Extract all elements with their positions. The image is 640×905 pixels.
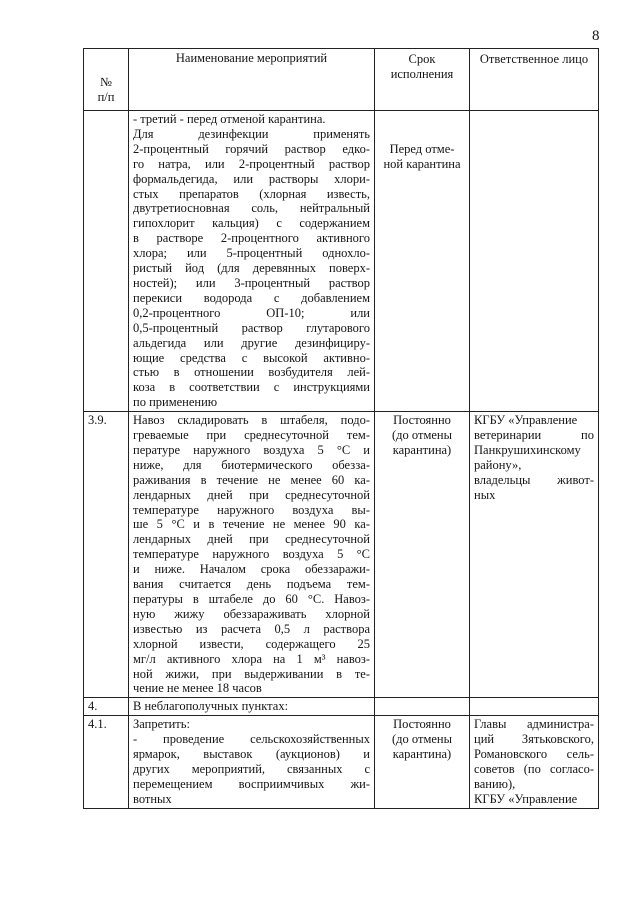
measure-line: мг/л активного хлора на 1 м³ навоз- — [133, 651, 370, 666]
table-row — [84, 111, 599, 412]
measure-line: хлора; или 5-процентный однохло- — [133, 246, 370, 261]
measure-line: формальдегида, или растворы хлори- — [133, 171, 370, 186]
row-term — [375, 698, 470, 716]
measure-line: известью из расчета 0,5 л раствора — [133, 621, 370, 636]
measure-line: хлорной извести, содержащего 25 — [133, 636, 370, 651]
measure-line: лендарных дней при среднесуточной — [133, 487, 370, 502]
measure-line: ше 5 °С и в течение не менее 90 ка- — [133, 517, 370, 532]
header-number-line: п/п — [97, 90, 115, 105]
term-line — [379, 127, 465, 142]
measure-line: В неблагополучных пунктах: — [133, 699, 289, 714]
measure-line: - третий - перед отменой карантина. — [133, 112, 326, 126]
row-responsible — [470, 412, 599, 698]
row-term — [375, 716, 470, 808]
measure-line: 0,5-процентный раствор глутарового — [133, 320, 370, 335]
measure-line: ностей); или 3-процентный раствор — [133, 275, 370, 290]
row-measure — [129, 716, 375, 808]
measures-table — [83, 48, 599, 809]
measure-line: стых препаратов (хлорная известь, — [133, 186, 370, 201]
row-term — [375, 412, 470, 698]
responsible-line: ций Зятьковского, — [474, 732, 594, 747]
header-term — [375, 49, 470, 111]
measure-line: температуре наружного воздуха 5 °С — [133, 547, 370, 562]
header-term-line: исполнения — [390, 66, 454, 81]
measure-line: Навоз складировать в штабеля, подо- — [133, 413, 370, 428]
responsible-line: Панкрушихинскому — [474, 442, 581, 457]
measure-line: чение не менее 18 часов — [133, 681, 262, 696]
term-line: карантина) — [392, 442, 452, 457]
responsible-line: владельцы живот- — [474, 472, 594, 487]
measure-line: 0,2-процентного ОП-10; или — [133, 305, 370, 320]
table-body — [84, 111, 599, 809]
header-name: Наименование мероприятий — [129, 49, 375, 111]
measure-line: ной жижи, при выдерживании в те- — [133, 666, 370, 681]
measure-line: температуре наружного воздуха вы- — [133, 502, 370, 517]
term-line: (до отмены — [392, 732, 452, 747]
term-line: Постоянно — [393, 717, 451, 732]
measure-line: раживания в течение не менее 60 ка- — [133, 472, 370, 487]
row-measure — [129, 698, 375, 716]
row-number: 4.1. — [84, 716, 129, 808]
measure-line: по применению — [133, 395, 218, 410]
measure-line: двутретиосновная соль, нейтральный — [133, 201, 370, 216]
measure-line: ниже, для биотермического обезза- — [133, 457, 370, 472]
measure-line: лендарных дней при среднесуточной — [133, 532, 370, 547]
responsible-line: району», — [474, 457, 522, 472]
measure-line: перемещением восприимчивых жи- — [133, 776, 370, 791]
measure-line: греваемые при среднесуточной тем- — [133, 428, 370, 443]
term-line: ной карантина — [383, 156, 461, 171]
responsible-line: КГБУ «Управление — [474, 413, 578, 428]
table-row — [84, 412, 599, 698]
row-responsible — [470, 111, 599, 412]
responsible-line: советов (по согласо- — [474, 761, 594, 776]
measure-line: альдегида или другие дезинфициру- — [133, 335, 370, 350]
term-line: (до отмены — [392, 428, 452, 443]
header-number — [84, 49, 129, 111]
term-line — [379, 112, 465, 127]
measure-line: го натра, или 2-процентный раствор — [133, 156, 370, 171]
page-number: 8 — [592, 28, 600, 44]
measure-line: - проведение сельскохозяйственных — [133, 732, 370, 747]
measure-line: Для дезинфекции применять — [133, 126, 370, 141]
header-term-line: Срок — [408, 52, 436, 66]
header-number-line: № — [100, 75, 112, 90]
responsible-line: КГБУ «Управление — [474, 791, 578, 806]
table-row — [84, 716, 599, 808]
measure-line: коза в соответствии с инструкциями — [133, 380, 370, 395]
measure-line: других мероприятий, связанных с — [133, 761, 370, 776]
responsible-line: ванию), — [474, 776, 516, 791]
measure-line: Запретить: — [133, 717, 190, 732]
term-line: Перед отме- — [389, 141, 455, 156]
header-responsible: Ответственное лицо — [470, 49, 599, 111]
measure-line: вотных — [133, 791, 172, 806]
responsible-line: ветеринарии по — [474, 428, 594, 443]
responsible-line: Романовского сель- — [474, 747, 594, 762]
row-measure — [129, 412, 375, 698]
measure-line: перекиси водорода с добавлением — [133, 290, 370, 305]
responsible-line: Главы администра- — [474, 717, 594, 732]
row-responsible — [470, 716, 599, 808]
row-responsible — [470, 698, 599, 716]
table-row — [84, 698, 599, 716]
measure-line: ющие средства с высокой активно- — [133, 350, 370, 365]
measure-line: стью в отношении возбудителя лей- — [133, 365, 370, 380]
measure-line: ярмарок, выставок (аукционов) и — [133, 747, 370, 762]
measure-line: ристый йод (для деревянных поверх- — [133, 261, 370, 276]
row-measure — [129, 111, 375, 412]
term-line: Постоянно — [393, 413, 451, 428]
row-number: 4. — [84, 698, 129, 716]
row-number — [84, 111, 129, 412]
row-number: 3.9. — [84, 412, 129, 698]
measure-line: пературе наружного воздуха 5 °С и — [133, 442, 370, 457]
measure-line: в растворе 2-процентного активного — [133, 231, 370, 246]
measure-line: и ниже. Началом срока обеззаражи- — [133, 562, 370, 577]
measure-line: 2-процентный горячий раствор едко- — [133, 141, 370, 156]
table-header-row — [84, 49, 599, 111]
measure-line: вания считается день подъема тем- — [133, 577, 370, 592]
measure-line: ную жижу обеззараживать хлорной — [133, 606, 370, 621]
row-term — [375, 111, 470, 412]
responsible-line: ных — [474, 487, 496, 502]
measure-line: гипохлорит кальция) с содержанием — [133, 216, 370, 231]
term-line: карантина) — [392, 747, 452, 762]
measure-line: пературы в штабеле до 60 °С. Навоз- — [133, 592, 370, 606]
